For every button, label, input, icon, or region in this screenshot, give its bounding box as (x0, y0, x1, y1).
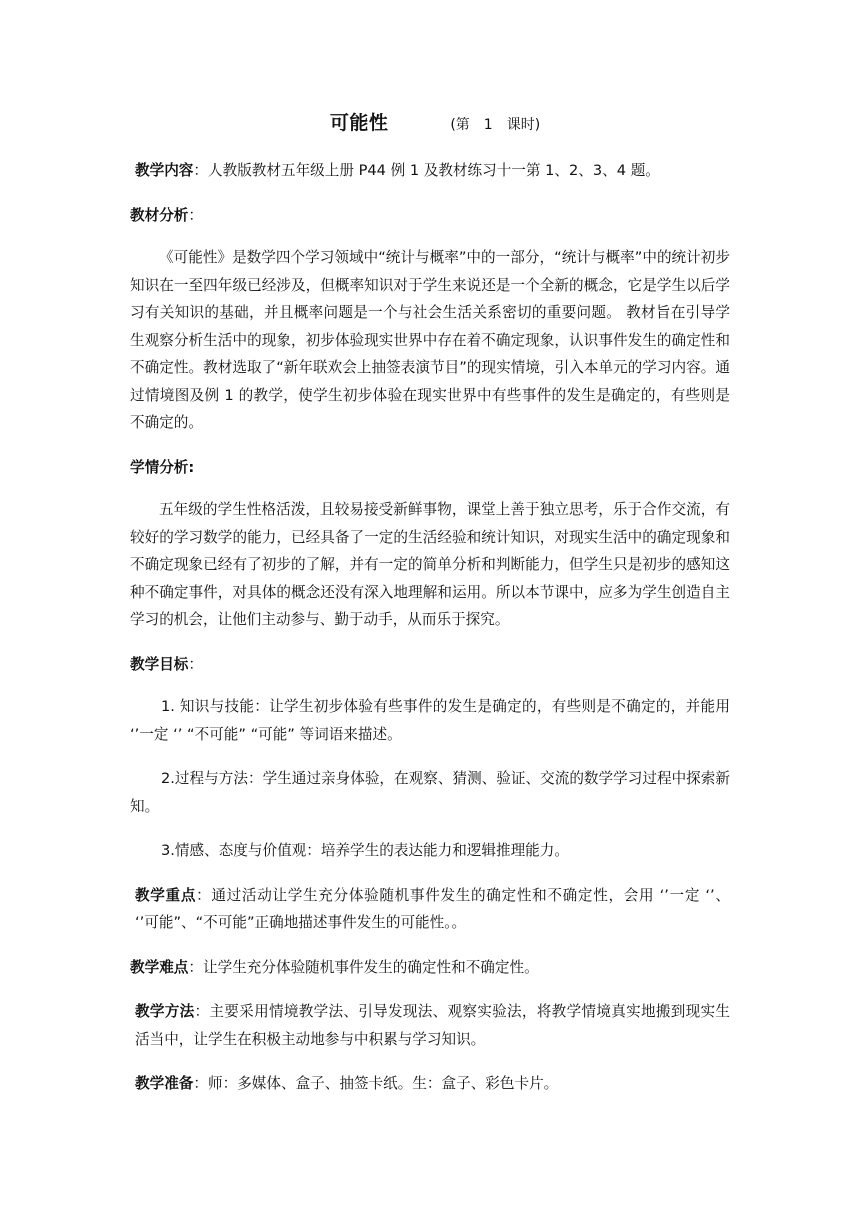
material-analysis-colon: ： (188, 206, 203, 224)
title-row (130, 108, 730, 135)
teaching-content-colon: ： (193, 162, 208, 179)
key-points-colon: ： (196, 886, 212, 904)
methods-text: 主要采用情境教学法、引导发现法、观察实验法，将教学情境真实地搬到现实生活当中，让学生在积极主动地参与中积累与学习知识。 (135, 1003, 730, 1048)
preparation-text: 师：多媒体、盒子、抽签卡纸。生：盒子、彩色卡片。 (208, 1075, 559, 1092)
page-title: 可能性 (329, 112, 389, 134)
preparation (130, 1070, 730, 1098)
methods-label: 教学方法 (135, 1003, 195, 1020)
preparation-colon: ： (193, 1075, 208, 1092)
difficulties-colon: ： (188, 958, 203, 976)
student-analysis-heading: 学情分析: (130, 458, 195, 476)
difficulties-text: 让学生充分体验随机事件发生的确定性和不确定性。 (203, 958, 539, 976)
material-analysis-text: 《可能性》是数学四个学习领域中“统计与概率”中的一部分，“统计与概率”中的统计初步知识在一至四年级已经涉及，但概率知识对于学生来说还是一个全新的概念，它是学生以后学习有关知识的基础，并且概率问题是一个与社会生活关系密切的重要问题。 教材旨在引导学生观察分析生活中的现象，初步体验现实世界中存在着不确定现象，认识事件发生的确定性和不确定性。教材选取了“新年联欢会上抽签表演节目”的现实情境，引入本单元的学习内容。通过情境图及例 1 的教学，使学生初步体验在现实世界中有些事件的发生是确定的，有些则是不确定的。 (130, 249, 730, 431)
preparation-label: 教学准备 (135, 1075, 194, 1092)
material-analysis-heading (130, 202, 730, 230)
methods-colon: ： (194, 1003, 210, 1020)
methods (130, 998, 730, 1053)
student-analysis-text: 五年级的学生性格活泼，且较易接受新鲜事物，课堂上善于独立思考，乐于合作交流，有较好的学习数学的能力，已经具备了一定的生活经验和统计知识，对现实生活中的确定现象和不确定现象已经有了初步的了解，并有一定的简单分析和判断能力，但学生只是初步的感知这种不确定事件，对具体的概念还没有深入地理解和运用。所以本节课中，应多为学生创造自主学习的机会，让他们主动参与、勤于动手，从而乐于探究。 (130, 501, 730, 628)
objectives-label: 教学目标 (130, 655, 189, 673)
teaching-content-label: 教学内容 (135, 162, 194, 179)
key-points-label: 教学重点 (135, 886, 197, 904)
objective-item: 1. 知识与技能：让学生初步体验有些事件的发生是确定的，有些则是不确定的，并能用 ‘’一定 ‘’ “不可能” “可能” 等词语来描述。 (130, 698, 730, 743)
difficulties-label: 教学难点 (130, 958, 189, 976)
difficulties (130, 954, 730, 982)
teaching-content (130, 157, 730, 185)
objectives-heading (130, 651, 730, 679)
objectives-colon: ： (188, 655, 203, 673)
key-points-text: 通过活动让学生充分体验随机事件发生的确定性和不确定性，会用 ‘’一定 ‘’、 ‘’可能”、“不可能”正确地描述事件发生的可能性。。 (135, 886, 730, 931)
material-analysis-label: 教材分析 (130, 206, 189, 224)
objective-item: 2.过程与方法：学生通过亲身体验，在观察、猜测、验证、交流的数学学习过程中探索新知。 (130, 770, 730, 815)
objective-item: 3.情感、态度与价值观：培养学生的表达能力和逻辑推理能力。 (161, 842, 569, 859)
lesson-period: (第 1 课时) (450, 117, 541, 133)
teaching-content-text: 人教版教材五年级上册 P44 例 1 及教材练习十一第 1、2、3、4 题。 (208, 162, 660, 179)
key-points (130, 882, 730, 937)
